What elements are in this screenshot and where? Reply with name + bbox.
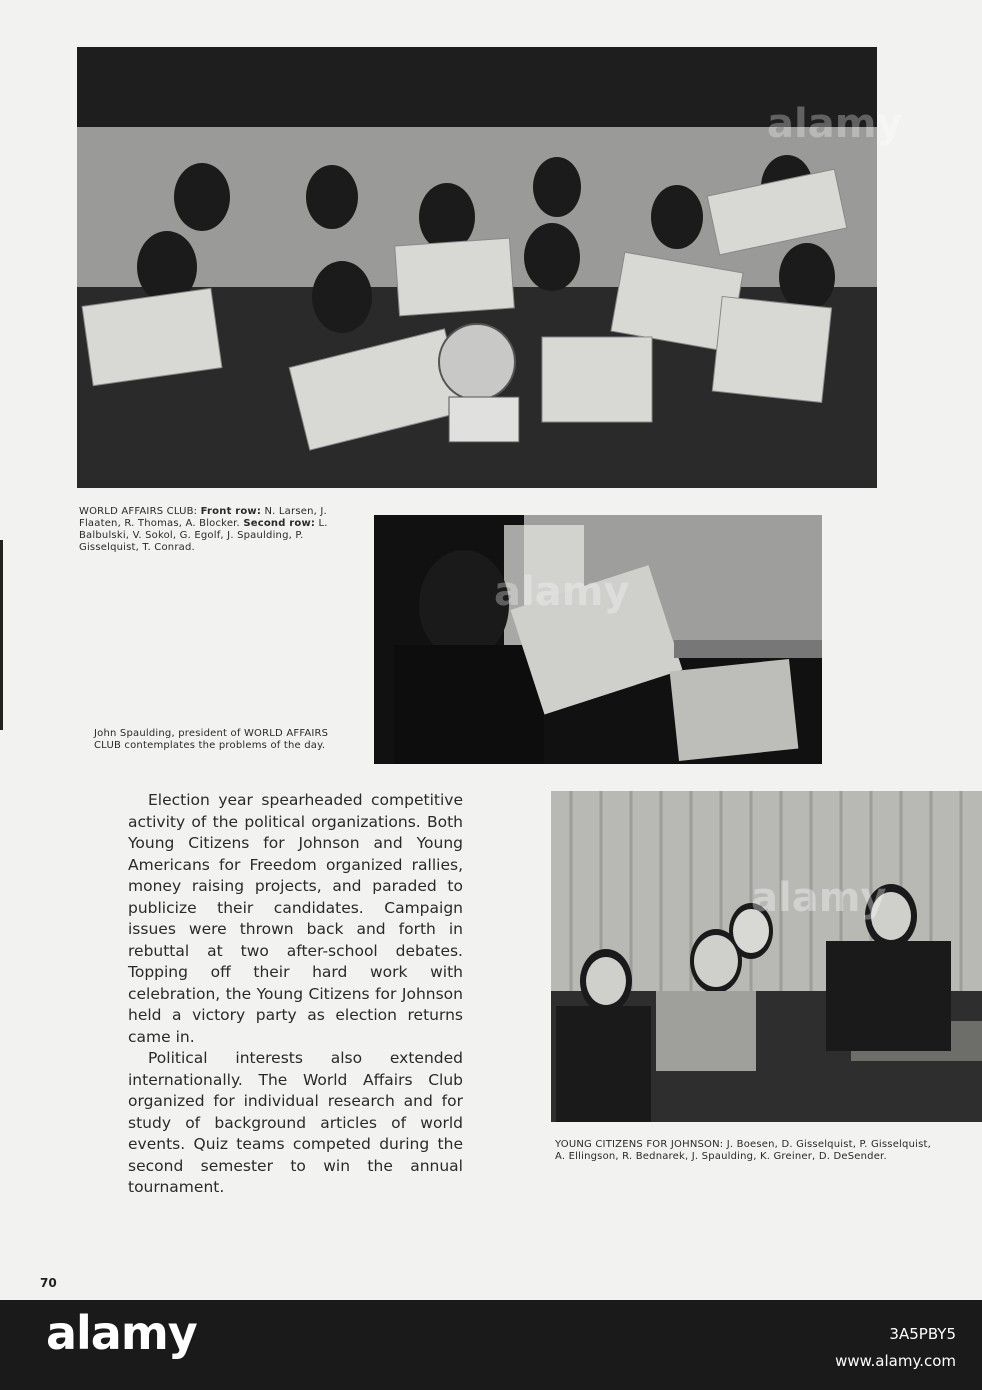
watermark-text: alamy [751, 875, 887, 921]
page-number: 70 [40, 1276, 57, 1290]
group-photo-illustration [77, 47, 903, 488]
watermark-text: alamy [494, 569, 630, 615]
image-id: 3A5PBY5 [889, 1325, 956, 1343]
young-citizens-photo [551, 791, 982, 1122]
president-photo [374, 515, 822, 764]
site-url: www.alamy.com [835, 1352, 956, 1370]
page-edge-line [0, 540, 3, 730]
caption-second-row-names: L. Balbulski, V. Sokol, G. Egolf, J. Spaulding, P. Gisselquist, T. Conrad. [79, 518, 328, 553]
article-paragraph: Election year spearheaded competitive activity of the political organizations. Both Young Citizens for Johnson and Young Americans for Freedom organized rallies, money raising projects, and paraded to publicize their candidates. Campaign issues were thrown back and forth in rebuttal at two after-school debates. Topping off their hard work with celebration, the Young Citizens for Johnson held a victory party as election returns came in. [128, 791, 463, 1046]
caption-front-row-label: Front row: [200, 506, 262, 517]
president-caption: John Spaulding, president of WORLD AFFAIRS CLUB contemplates the problems of the day. [94, 728, 329, 751]
article-body [128, 790, 463, 1199]
world-affairs-caption [79, 506, 345, 554]
caption-front-row-names: N. Larsen, J. Flaaten, R. Thomas, A. Blocker. [79, 506, 327, 529]
world-affairs-club-photo [77, 47, 903, 488]
young-citizens-photo-illustration [551, 791, 982, 1122]
caption-second-row-label: Second row: [243, 518, 316, 529]
watermark-text: alamy [767, 101, 903, 147]
article-paragraph: Political interests also extended internationally. The World Affairs Club organized for individual research and for study of background articles of world events. Quiz teams competed during the second semester to win the annual tournament. [128, 1049, 463, 1196]
young-citizens-caption: YOUNG CITIZENS FOR JOHNSON: J. Boesen, D. Gisselquist, P. Gisselquist, A. Ellingson, R. Bednarek, J. Spaulding, K. Greiner, D. DeSender. [555, 1139, 932, 1162]
president-photo-illustration [374, 515, 822, 764]
caption-club-name: WORLD AFFAIRS CLUB: [79, 506, 198, 517]
alamy-logo: alamy [46, 1306, 197, 1360]
